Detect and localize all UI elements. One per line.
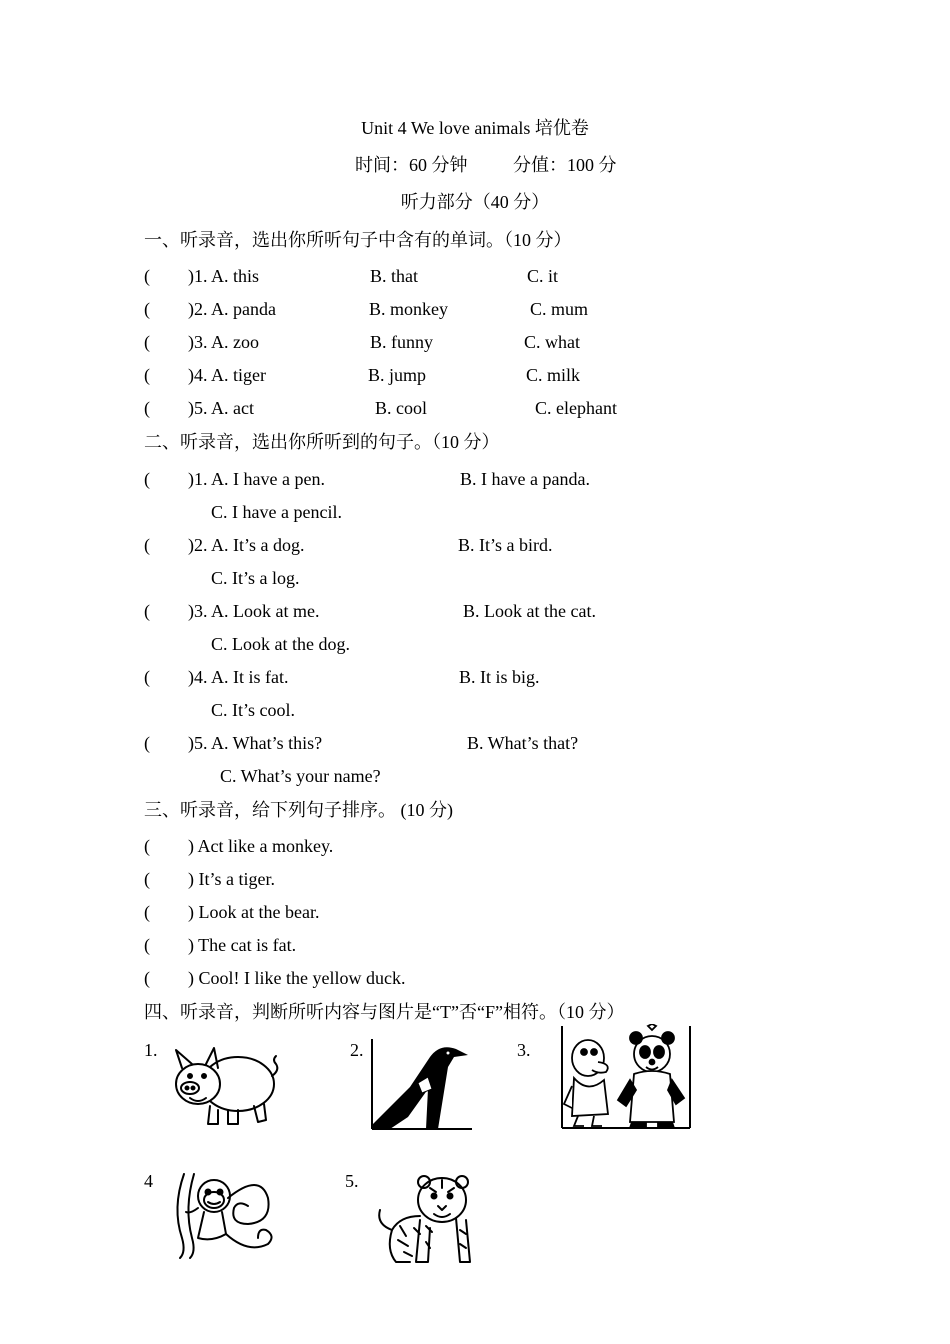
s3-paren-3: (: [144, 902, 150, 922]
s2-q1-b: B. I have a panda.: [460, 469, 590, 489]
s1-q2-c: C. mum: [530, 299, 589, 319]
s1-q1-a: )1. A. this: [188, 266, 260, 286]
s2-q5-c: C. What’s your name?: [220, 766, 381, 786]
s4-label-3: 3.: [517, 1040, 531, 1060]
s1-q1-b: B. that: [370, 266, 418, 286]
s2-q1-a: )1. A. I have a pen.: [188, 469, 325, 489]
s1-paren-1: (: [144, 266, 150, 286]
s3-item-3: ) Look at the bear.: [188, 902, 320, 922]
s2-paren-4: (: [144, 667, 150, 687]
pig-picture: [168, 1040, 283, 1128]
s2-q2-a: )2. A. It’s a dog.: [188, 535, 305, 555]
s1-q5-b: B. cool: [375, 398, 427, 418]
s3-paren-5: (: [144, 968, 150, 988]
s2-q2-c: C. It’s a log.: [211, 568, 300, 588]
s1-q2-a: )2. A. panda: [188, 299, 276, 319]
penguin-picture: [370, 1037, 474, 1131]
s2-paren-3: (: [144, 601, 150, 621]
s4-label-5: 5.: [345, 1171, 359, 1191]
s1-q1-c: C. it: [527, 266, 559, 286]
s3-item-2: ) It’s a tiger.: [188, 869, 275, 889]
s3-item-4: ) The cat is fat.: [188, 935, 297, 955]
tiger-icon: [370, 1170, 482, 1266]
s1-q4-b: B. jump: [368, 365, 427, 385]
s1-paren-5: (: [144, 398, 150, 418]
s1-q4-a: )4. A. tiger: [188, 365, 266, 385]
s2-q3-b: B. Look at the cat.: [463, 601, 596, 621]
s3-item-5: ) Cool! I like the yellow duck.: [188, 968, 406, 988]
s2-q4-c: C. It’s cool.: [211, 700, 295, 720]
penguin-icon: [370, 1037, 474, 1131]
monkey-picture: [168, 1168, 278, 1260]
s1-q2-b: B. monkey: [369, 299, 448, 319]
s2-q4-a: )4. A. It is fat.: [188, 667, 289, 687]
s4-label-2: 2.: [350, 1040, 364, 1060]
s2-paren-2: (: [144, 535, 150, 555]
s2-q5-a: )5. A. What’s this?: [188, 733, 323, 753]
s4-label-4: 4: [144, 1171, 153, 1191]
part-title: 听力部分（40 分）: [400, 192, 550, 212]
s3-paren-2: (: [144, 869, 150, 889]
section4-heading: 四、听录音，判断所听内容与图片是“T”否“F”相符。（10 分）: [144, 1002, 625, 1022]
s1-paren-4: (: [144, 365, 150, 385]
s1-paren-2: (: [144, 299, 150, 319]
s2-q4-b: B. It is big.: [459, 667, 540, 687]
s1-q5-a: )5. A. act: [188, 398, 254, 418]
score-info: 分值：100 分: [513, 155, 617, 175]
section1-heading: 一、听录音，选出你所听句子中含有的单词。（10 分）: [144, 230, 572, 250]
section3-heading: 三、听录音，给下列句子排序。 (10 分): [144, 800, 453, 820]
s2-paren-5: (: [144, 733, 150, 753]
s1-q3-c: C. what: [524, 332, 580, 352]
s3-paren-4: (: [144, 935, 150, 955]
page-title: Unit 4 We love animals 培优卷: [361, 118, 589, 138]
s1-paren-3: (: [144, 332, 150, 352]
duck-panda-icon: [560, 1024, 692, 1130]
s1-q4-c: C. milk: [526, 365, 581, 385]
s2-paren-1: (: [144, 469, 150, 489]
pig-icon: [168, 1040, 283, 1128]
s2-q3-c: C. Look at the dog.: [211, 634, 350, 654]
s2-q1-c: C. I have a pencil.: [211, 502, 342, 522]
section2-heading: 二、听录音，选出你所听到的句子。（10 分）: [144, 432, 500, 452]
tiger-picture: [370, 1170, 482, 1266]
s1-q3-b: B. funny: [370, 332, 433, 352]
s1-q3-a: )3. A. zoo: [188, 332, 259, 352]
duck-panda-picture: [560, 1024, 692, 1130]
monkey-icon: [168, 1168, 278, 1260]
s1-q5-c: C. elephant: [535, 398, 617, 418]
s2-q3-a: )3. A. Look at me.: [188, 601, 320, 621]
s2-q5-b: B. What’s that?: [467, 733, 579, 753]
s2-q2-b: B. It’s a bird.: [458, 535, 553, 555]
s3-paren-1: (: [144, 836, 150, 856]
s3-item-1: ) Act like a monkey.: [188, 836, 334, 856]
s4-label-1: 1.: [144, 1040, 158, 1060]
time-info: 时间：60 分钟: [355, 155, 468, 175]
